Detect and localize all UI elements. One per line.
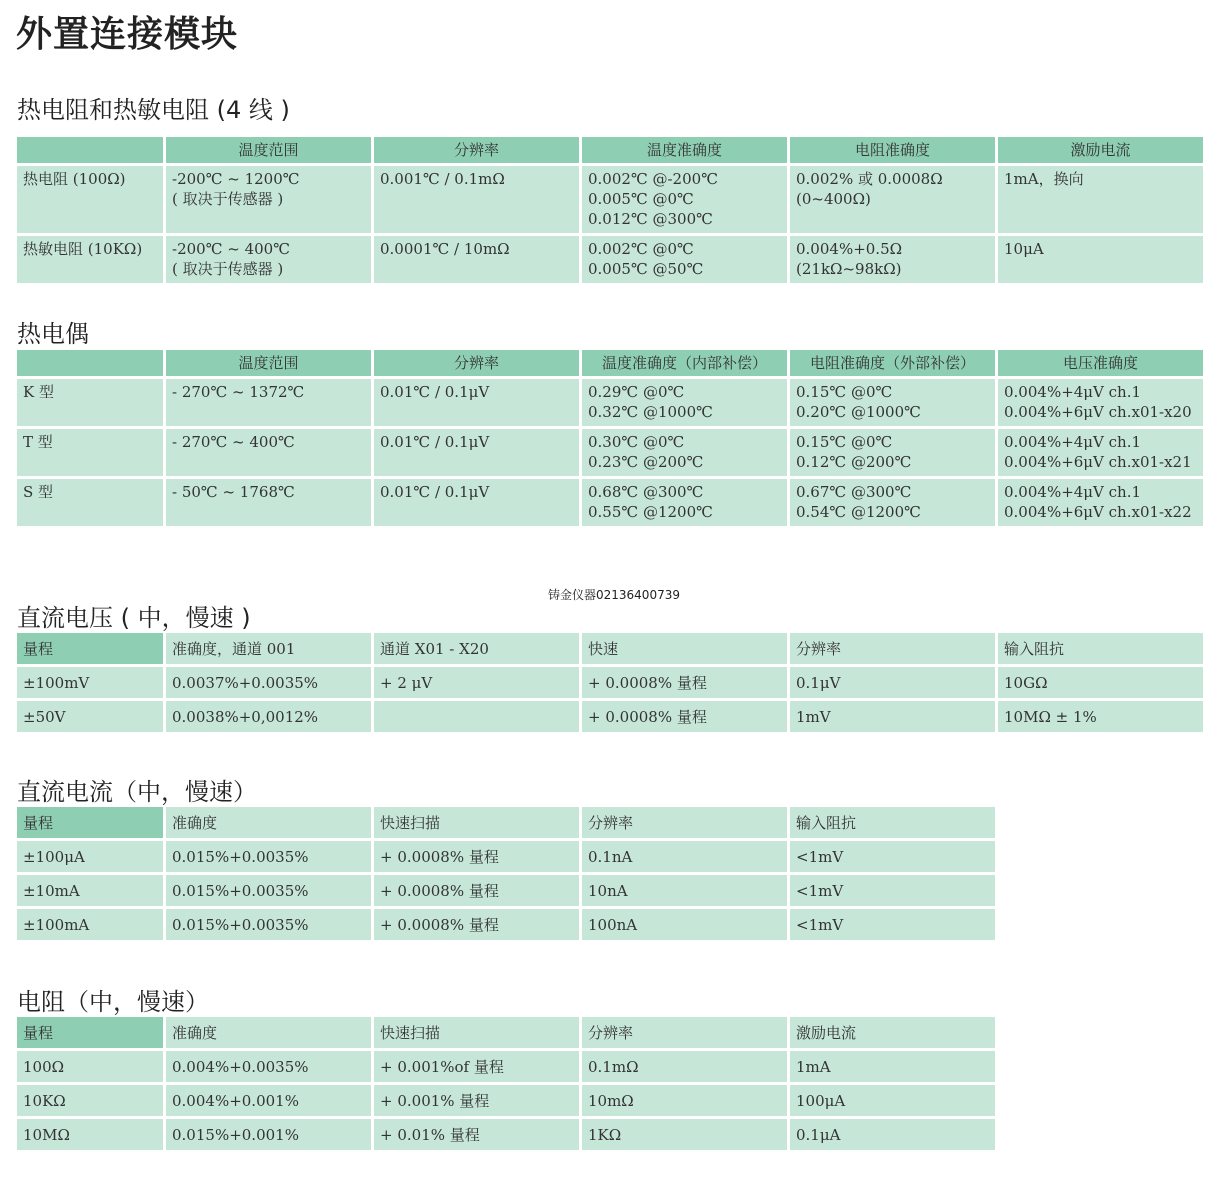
table-row [17,1051,995,1082]
table-cell: ±50V [17,701,163,732]
header-row [17,633,1203,664]
header-row [17,1017,995,1048]
table-cell: 0.15℃ @0℃ 0.12℃ @200℃ [790,429,995,476]
header-cell: 温度范围 [166,350,371,376]
table-cell: -200℃ ~ 1200℃ ( 取决于传感器 ) [166,166,371,233]
table-cell: 0.015%+0.001% [166,1119,371,1150]
header-cell: 分辨率 [582,1017,787,1048]
rtd-section-title: 热电阻和热敏电阻 (4 线 ) [17,96,290,124]
header-cell: 快速扫描 [374,807,579,838]
table-cell: ±100mA [17,909,163,940]
header-row [17,807,995,838]
table-cell: ±100μA [17,841,163,872]
header-cell: 量程 [17,807,163,838]
header-row [17,350,1203,376]
header-cell: 分辨率 [374,137,579,163]
table-cell: 0.015%+0.0035% [166,909,371,940]
header-cell: 分辨率 [374,350,579,376]
table-cell: 热电阻 (100Ω) [17,166,163,233]
table-cell: 0.15℃ @0℃ 0.20℃ @1000℃ [790,379,995,426]
page-title: 外置连接模块 [16,14,239,55]
table-cell: 0.015%+0.0035% [166,841,371,872]
table-cell: + 0.0008% 量程 [374,909,579,940]
header-cell: 准确度 [166,807,371,838]
dc-current-table [14,804,998,943]
table-cell: <1mV [790,909,995,940]
table-cell: ±10mA [17,875,163,906]
dc-voltage-table [14,630,1206,735]
table-cell: 1mA [790,1051,995,1082]
table-row [17,429,1203,476]
dc-voltage-section-title: 直流电压 ( 中，慢速 ) [17,604,251,632]
table-cell: 0.1μV [790,667,995,698]
table-cell: 0.30℃ @0℃ 0.23℃ @200℃ [582,429,787,476]
table-row [17,841,995,872]
table-cell: 0.29℃ @0℃ 0.32℃ @1000℃ [582,379,787,426]
table-cell: + 0.0008% 量程 [374,875,579,906]
table-cell: + 0.01% 量程 [374,1119,579,1150]
table-cell: K 型 [17,379,163,426]
header-cell: 输入阻抗 [790,807,995,838]
table-row [17,667,1203,698]
table-cell: 0.0038%+0,0012% [166,701,371,732]
header-cell: 分辨率 [790,633,995,664]
table-cell: + 2 μV [374,667,579,698]
header-cell: 快速 [582,633,787,664]
table-cell: 10GΩ [998,667,1203,698]
thermocouple-section-title: 热电偶 [17,320,89,348]
header-cell: 温度准确度 [582,137,787,163]
resistance-section-title: 电阻（中，慢速） [17,988,209,1016]
header-cell: 准确度 [166,1017,371,1048]
table-cell: 0.67℃ @300℃ 0.54℃ @1200℃ [790,479,995,526]
header-cell [17,137,163,163]
header-cell: 温度准确度（内部补偿） [582,350,787,376]
table-cell: 10KΩ [17,1085,163,1116]
header-cell: 激励电流 [790,1017,995,1048]
header-cell: 快速扫描 [374,1017,579,1048]
header-cell: 通道 X01 - X20 [374,633,579,664]
table-cell: T 型 [17,429,163,476]
table-cell: -200℃ ~ 400℃ ( 取决于传感器 ) [166,236,371,283]
table-cell [374,701,579,732]
table-cell: - 50℃ ~ 1768℃ [166,479,371,526]
table-cell: <1mV [790,841,995,872]
header-cell: 准确度，通道 001 [166,633,371,664]
table-cell: 0.002℃ @-200℃ 0.005℃ @0℃ 0.012℃ @300℃ [582,166,787,233]
table-cell: 10μA [998,236,1203,283]
resistance-table [14,1014,998,1153]
watermark-text: 铸金仪器02136400739 [548,588,680,602]
table-row [17,379,1203,426]
thermocouple-table [14,347,1206,529]
table-cell: 10MΩ ± 1% [998,701,1203,732]
header-cell: 输入阻抗 [998,633,1203,664]
table-cell: 热敏电阻 (10KΩ) [17,236,163,283]
table-cell: - 270℃ ~ 1372℃ [166,379,371,426]
table-cell: 1mA，换向 [998,166,1203,233]
table-cell: + 0.0008% 量程 [374,841,579,872]
table-cell: 100μA [790,1085,995,1116]
table-cell: 0.01℃ / 0.1μV [374,479,579,526]
table-cell: 0.0037%+0.0035% [166,667,371,698]
table-cell: + 0.0008% 量程 [582,667,787,698]
table-cell: + 0.0008% 量程 [582,701,787,732]
table-cell: + 0.001%of 量程 [374,1051,579,1082]
table-cell: 0.0001℃ / 10mΩ [374,236,579,283]
table-cell: 0.1μA [790,1119,995,1150]
table-row [17,1085,995,1116]
table-row [17,236,1203,283]
table-cell: 0.002% 或 0.0008Ω (0~400Ω) [790,166,995,233]
header-cell: 电压准确度 [998,350,1203,376]
table-cell: 0.015%+0.0035% [166,875,371,906]
table-row [17,166,1203,233]
header-row [17,137,1203,163]
table-cell: 100nA [582,909,787,940]
table-cell: 0.002℃ @0℃ 0.005℃ @50℃ [582,236,787,283]
table-cell: 0.004%+4μV ch.1 0.004%+6μV ch.x01-x20 [998,379,1203,426]
table-cell: 0.004%+0.5Ω (21kΩ~98kΩ) [790,236,995,283]
table-cell: 1mV [790,701,995,732]
header-cell: 激励电流 [998,137,1203,163]
table-cell: 10nA [582,875,787,906]
header-cell: 分辨率 [582,807,787,838]
table-row [17,1119,995,1150]
table-row [17,701,1203,732]
table-cell: 10mΩ [582,1085,787,1116]
header-cell: 电阻准确度（外部补偿） [790,350,995,376]
header-cell: 温度范围 [166,137,371,163]
dc-current-section-title: 直流电流（中，慢速） [17,778,257,806]
table-cell: 0.004%+4μV ch.1 0.004%+6μV ch.x01-x21 [998,429,1203,476]
table-cell: 0.001℃ / 0.1mΩ [374,166,579,233]
table-cell: + 0.001% 量程 [374,1085,579,1116]
table-cell: 0.004%+0.001% [166,1085,371,1116]
table-cell: <1mV [790,875,995,906]
table-cell: 0.004%+4μV ch.1 0.004%+6μV ch.x01-x22 [998,479,1203,526]
header-cell: 量程 [17,633,163,664]
table-cell: ±100mV [17,667,163,698]
table-row [17,909,995,940]
table-cell: 1KΩ [582,1119,787,1150]
table-cell: 0.1nA [582,841,787,872]
header-cell [17,350,163,376]
header-cell: 电阻准确度 [790,137,995,163]
rtd-table [14,134,1206,286]
table-cell: 10MΩ [17,1119,163,1150]
table-cell: 0.004%+0.0035% [166,1051,371,1082]
table-cell: S 型 [17,479,163,526]
table-cell: 0.01℃ / 0.1μV [374,379,579,426]
table-cell: 0.1mΩ [582,1051,787,1082]
table-cell: - 270℃ ~ 400℃ [166,429,371,476]
header-cell: 量程 [17,1017,163,1048]
table-cell: 100Ω [17,1051,163,1082]
table-row [17,479,1203,526]
table-cell: 0.68℃ @300℃ 0.55℃ @1200℃ [582,479,787,526]
table-cell: 0.01℃ / 0.1μV [374,429,579,476]
table-row [17,875,995,906]
